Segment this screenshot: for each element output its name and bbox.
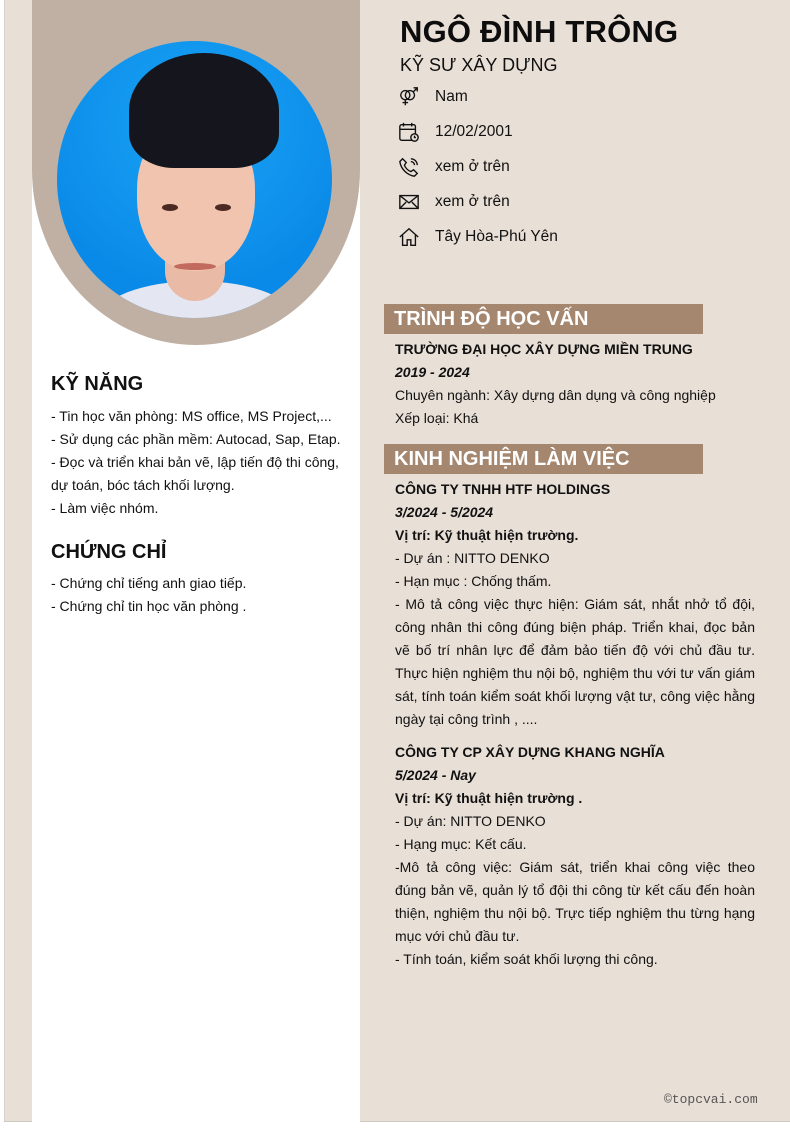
job-line: - Tính toán, kiểm soát khối lượng thi công. (395, 951, 658, 967)
job-line: -Mô tả công việc: Giám sát, triển khai công việc theo đúng bản vẽ, quản lý tổ đội thi công từ kết cấu đến hoàn thiện, nghiệm thu nội bộ. Trực tiếp nghiệm thu từng hạng mục với chủ đầu tư. (395, 859, 755, 944)
education-period: 2019 - 2024 (395, 364, 470, 380)
school-name: TRƯỜNG ĐẠI HỌC XÂY DỰNG MIỀN TRUNG (395, 341, 693, 357)
skills-heading: KỸ NĂNG (51, 373, 144, 395)
info-address (398, 225, 758, 249)
certificates-list (51, 572, 351, 618)
phone-value: xem ở trên (435, 158, 510, 175)
profile-photo (57, 41, 332, 318)
skills-list (51, 405, 351, 520)
job-entry (395, 478, 755, 731)
job-period: 3/2024 - 5/2024 (395, 504, 494, 520)
education-block (395, 338, 755, 430)
phone-icon (398, 156, 420, 178)
job-line: - Dự án : NITTO DENKO (395, 550, 550, 566)
gender-value: Nam (435, 88, 468, 105)
email-value: xem ở trên (435, 193, 510, 210)
certificates-heading: CHỨNG CHỈ (51, 541, 167, 563)
company-name: CÔNG TY TNHH HTF HOLDINGS (395, 481, 611, 497)
company-name: CÔNG TY CP XÂY DỰNG KHANG NGHĨA (395, 744, 665, 760)
experience-heading: KINH NGHIỆM LÀM VIỆC (384, 444, 703, 474)
skill-item: - Làm việc nhóm. (51, 500, 159, 516)
birthdate-value: 12/02/2001 (435, 123, 513, 140)
job-line: - Hạn mục : Chống thấm. (395, 573, 552, 589)
job-position: Vị trí: Kỹ thuật hiện trường. (395, 527, 579, 543)
watermark: ©topcvai.com (664, 1092, 758, 1107)
gender-icon (398, 86, 420, 108)
mail-icon (398, 191, 420, 213)
info-email (398, 190, 758, 214)
job-position: Vị trí: Kỹ thuật hiện trường . (395, 790, 583, 806)
skill-item: - Đọc và triển khai bản vẽ, lập tiến độ thi công, dự toán, bóc tách khối lượng. (51, 454, 339, 493)
job-line: - Dự án: NITTO DENKO (395, 813, 546, 829)
address-value: Tây Hòa-Phú Yên (435, 228, 558, 245)
job-entry (395, 741, 755, 971)
skill-item: - Sử dụng các phần mềm: Autocad, Sap, Etap. (51, 431, 341, 447)
education-major: Chuyên ngành: Xây dựng dân dụng và công nghiệp (395, 387, 716, 403)
info-birthdate (398, 120, 758, 144)
home-icon (398, 226, 420, 248)
certificate-item: - Chứng chỉ tiếng anh giao tiếp. (51, 575, 247, 591)
job-line: - Mô tả công việc thực hiện: Giám sát, nhắt nhở tổ đội, công nhân thi công đúng biện pháp. Triển khai, đọc bản vẽ bố trí nhân lực để đảm bảo tiến độ với chủ đầu tư. Thực hiện nghiệm thu nội bộ, nghiệm thu với tư vấn giám sát, tính toán kiểm soát khối lượng vật tư, công việc hằng ngày tại công trình , .... (395, 596, 755, 727)
calendar-icon (398, 121, 420, 143)
education-grade: Xếp loại: Khá (395, 410, 479, 426)
job-period: 5/2024 - Nay (395, 767, 476, 783)
education-heading: TRÌNH ĐỘ HỌC VẤN (384, 304, 703, 334)
candidate-name: NGÔ ĐÌNH TRÔNG (400, 14, 679, 49)
skill-item: - Tin học văn phòng: MS office, MS Project,... (51, 408, 332, 424)
candidate-title: KỸ SƯ XÂY DỰNG (400, 55, 558, 75)
info-gender (398, 85, 758, 109)
job-line: - Hạng mục: Kết cấu. (395, 836, 527, 852)
certificate-item: - Chứng chỉ tin học văn phòng . (51, 598, 247, 614)
info-phone (398, 155, 758, 179)
